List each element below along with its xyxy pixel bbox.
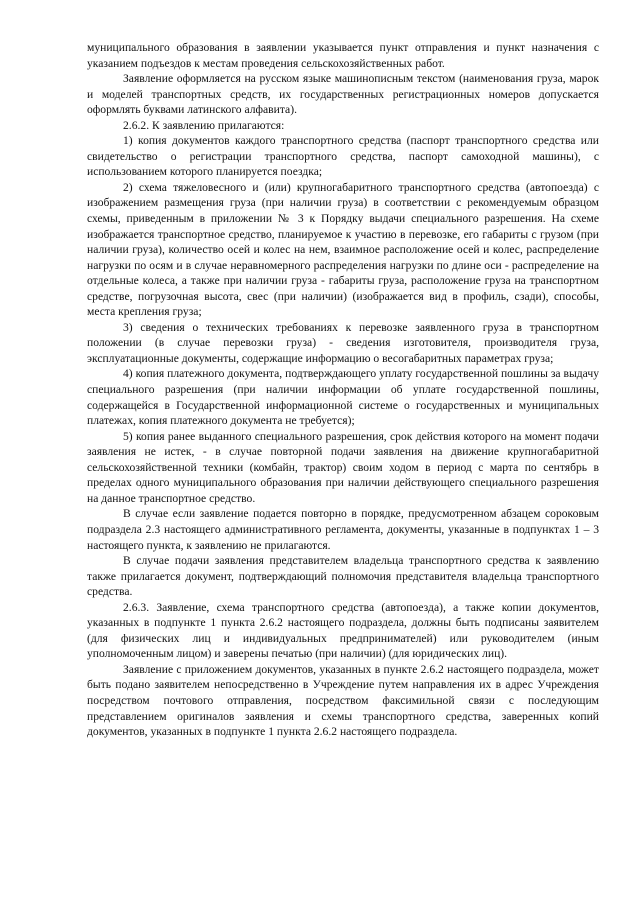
- paragraph-continuation: муниципального образования в заявлении указывается пункт отправления и пункт назначения с указанием подъездов к местам проведения сельскохозяйственных работ.: [87, 41, 599, 70]
- paragraph-submission: Заявление с приложением документов, указанных в пункте 2.6.2 настоящего подраздела, может быть подано заявителем непосредственно в Учреждение путем направления их в адрес Учреждения посредством почтового отправления, посредством факсимильной связи с последующим представлением оригиналов заявления и схемы транспортного средства, заверенных копий документов, указанных в подпункте 1 пункта 2.6.2 настоящего подраздела.: [87, 662, 599, 739]
- list-item-2: 2) схема тяжеловесного и (или) крупногабаритного транспортного средства (автопоезда) с изображением размещения груза (при наличии груза) в соответствии с рекомендуемым образцом схемы, приведенным в приложении № 3 к Порядку выдачи специального разрешения. На схеме изображается транспортное средство, планируемое к участию в перевозке, его габариты с грузом (при наличии груза), количество осей и колес на нем, взаимное расположение осей и колес, распределение нагрузки по осям и в случае неравномерного распределения нагрузки по длине оси - распределение на отдельные колеса, а также при наличии груза - габариты груза, расположение груза на транспортном средстве, погрузочная высота, свес (при наличии) (изображается вид в профиль, сзади), способы, места крепления груза;: [87, 180, 599, 319]
- list-item-5: 5) копия ранее выданного специального разрешения, срок действия которого на момент подачи заявления не истек, - в случае повторной подачи заявления на движение крупногабаритной сельскохозяйственной техники (комбайн, трактор) своим ходом в период с марта по сентябрь в пределах одного муниципального образования при наличии действующего специального разрешения на данное транспортное средство.: [87, 429, 599, 505]
- paragraph-language-requirement: Заявление оформляется на русском языке машинописным текстом (наименования груза, марок и моделей транспортных средств, их государственных регистрационных номеров допускается оформлять буквами латинского алфавита).: [87, 72, 599, 117]
- list-item-3: 3) сведения о технических требованиях к перевозке заявленного груза в транспортном положении (в случае перевозки груза) - сведения изготовителя, производителя груза, эксплуатационные документы, содержащие информацию о весогабаритных параметрах груза;: [87, 320, 599, 365]
- list-item-1: 1) копия документов каждого транспортного средства (паспорт транспортного средства или свидетельство о регистрации транспортного средства, паспорт самоходной машины), с использованием которого планируется поездка;: [87, 134, 599, 179]
- paragraph-repeat-application: В случае если заявление подается повторно в порядке, предусмотренном абзацем сороковым подраздела 2.3 настоящего административного регламента, документы, указанные в подпунктах 1 – 3 настоящего пункта, к заявлению не прилагаются.: [87, 507, 599, 552]
- list-item-4: 4) копия платежного документа, подтверждающего уплату государственной пошлины за выдачу специального разрешения (при наличии информации об уплате государственной пошлины, содержащейся в Государственной информационной системе о государственных и муниципальных платежах, копия платежного документа не требуется);: [87, 367, 599, 428]
- paragraph-representative: В случае подачи заявления представителем владельца транспортного средства к заявлению также прилагается документ, подтверждающий полномочия представителя владельца транспортного средства.: [87, 554, 599, 599]
- document-page: [87, 40, 599, 740]
- section-2-6-3: 2.6.3. Заявление, схема транспортного средства (автопоезда), а также копии документов, указанных в подпункте 1 пункта 2.6.2 настоящего подраздела, должны быть подписаны заявителем (для физических лиц и индивидуальных предпринимателей) или руководителем (иным уполномоченным лицом) и заверены печатью (при наличии) (для юридических лиц).: [87, 600, 599, 661]
- section-heading-2-6-2: 2.6.2. К заявлению прилагаются:: [123, 118, 285, 132]
